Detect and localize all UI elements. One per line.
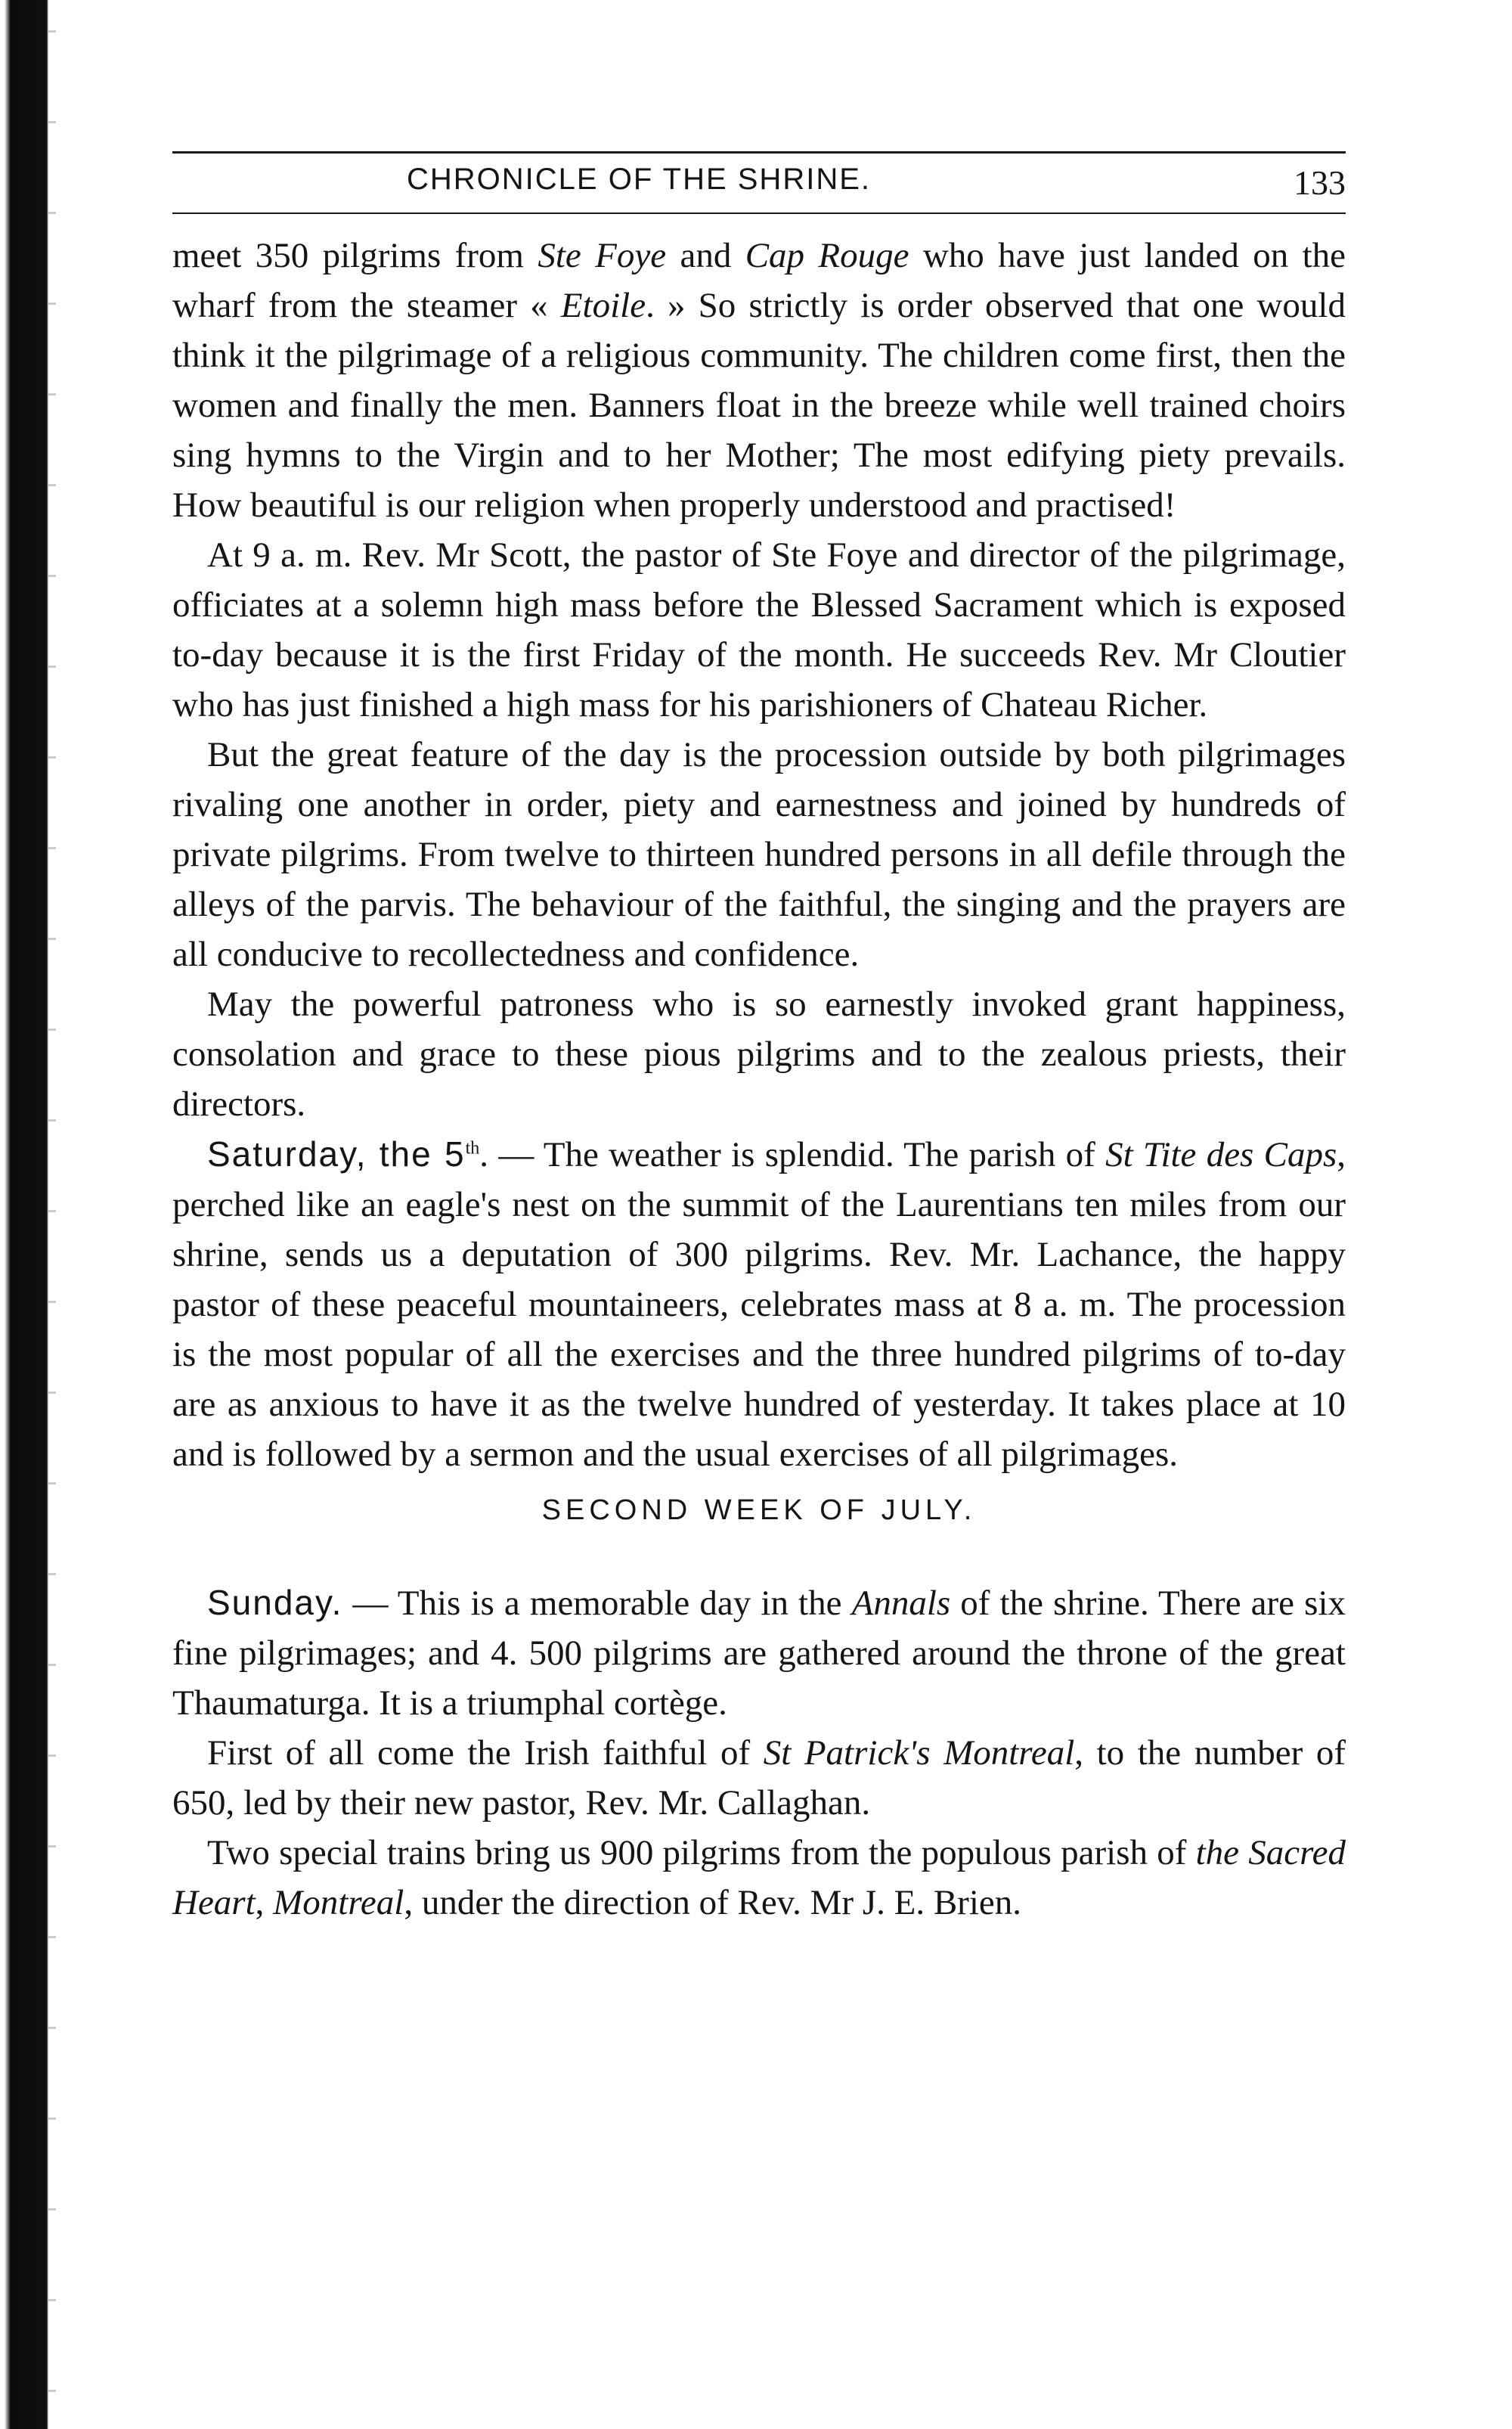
running-header <box>172 163 1346 208</box>
p5-lead-superscript: th <box>465 1138 480 1159</box>
p6-text-1: — This is a memorable day in the <box>342 1584 852 1623</box>
p1-text-3: who have just landed on the wharf from the steamer « <box>172 236 1346 325</box>
page-number: 133 <box>1294 163 1346 202</box>
p1-italic-etoile: Etoile <box>560 286 646 325</box>
p5-text-1: . — The weather is splendid. The parish of <box>479 1135 1106 1174</box>
p8-text-3: , under the direction of Rev. Mr J. E. Brien. <box>404 1883 1021 1922</box>
p5-italic-st-tite: St Tite des Caps <box>1105 1135 1337 1174</box>
binding-edge <box>0 0 48 2429</box>
paragraph-5 <box>172 1129 1346 1479</box>
paragraph-1 <box>172 231 1346 530</box>
p8-text-2: , <box>255 1883 274 1922</box>
paragraph-3: But the great feature of the day is the procession outside by both pilgrimages rivaling one another in order, piety and earnestness and joined by hundreds of private pilgrims. From twelve to thirteen hundred persons in all defile through the alleys of the parvis. The behaviour of the faithful, the singing and the prayers are all conducive to recollectedness and confidence. <box>172 735 1346 974</box>
p1-text-1: meet 350 pilgrims from <box>172 236 538 275</box>
binding-shadow <box>48 0 56 2429</box>
p7-text-1: First of all come the Irish faithful of <box>207 1733 764 1773</box>
p8-italic-montreal: Montreal <box>273 1883 404 1922</box>
paragraph-2: At 9 a. m. Rev. Mr Scott, the pastor of Ste Foye and director of the pilgrimage, officiates at a solemn high mass before the Blessed Sacrament which is exposed to-day because it is the first Friday of the month. He succeeds Rev. Mr Cloutier who has just finished a high mass for his parishioners of Chateau Richer. <box>172 535 1346 724</box>
paragraph-8 <box>172 1828 1346 1928</box>
p5-lead-saturday: Saturday, the 5 <box>207 1134 466 1174</box>
p6-text-2: of the shrine. There are six fine pilgrimages; and 4. 500 pilgrims are gathered around the throne of the great Thaumaturga. It is a triumphal cortège. <box>172 1584 1346 1723</box>
p8-text-1: Two special trains bring us 900 pilgrims from the populous parish of <box>207 1833 1196 1872</box>
p6-lead-sunday: Sunday. <box>207 1583 343 1622</box>
p1-italic-cap-rouge: Cap Rouge <box>745 236 909 275</box>
header-rule-bottom <box>172 212 1346 214</box>
paragraph-4: May the powerful patroness who is so earnestly invoked grant happiness, consolation and grace to these pious pilgrims and to the zealous priests, their directors. <box>172 985 1346 1124</box>
body-text <box>172 231 1346 1928</box>
page <box>172 151 1346 1928</box>
p5-text-2: , perched like an eagle's nest on the summit of the Laurentians ten miles from our shrine, sends us a deputation of 300 pilgrims. Rev. Mr. Lachance, the happy pastor of these peaceful mountaineers, celebrates mass at 8 a. m. The procession is the most popular of all the exercises and the three hundred pilgrims of to-day are as anxious to have it as the twelve hundred of yesterday. It takes place at 10 and is followed by a sermon and the usual exercises of all pilgrimages. <box>172 1135 1346 1474</box>
paragraph-7 <box>172 1728 1346 1828</box>
p7-italic-st-patricks: St Patrick's Montreal <box>763 1733 1075 1773</box>
p1-text-4: . » So strictly is order observed that one would think it the pilgrimage of a religious community. The children come first, then the women and finally the men. Banners float in the breeze while well trained choirs sing hymns to the Virgin and to her Mother; The most edifying piety prevails. How beautiful is our religion when properly understood and practised! <box>172 286 1346 525</box>
running-title: CHRONICLE OF THE SHRINE. <box>407 163 871 196</box>
p7-text-2: , to the number of 650, led by their new pastor, Rev. Mr. Callaghan. <box>172 1733 1346 1823</box>
p8-italic-sacred-heart: the Sacred Heart <box>172 1833 1346 1922</box>
p6-italic-annals: Annals <box>851 1584 951 1623</box>
paragraph-6 <box>172 1577 1346 1728</box>
p1-italic-ste-foye: Ste Foye <box>538 236 667 275</box>
p1-text-2: and <box>666 236 745 275</box>
section-heading: SECOND WEEK OF JULY. <box>541 1494 977 1526</box>
header-rule-top <box>172 151 1346 154</box>
